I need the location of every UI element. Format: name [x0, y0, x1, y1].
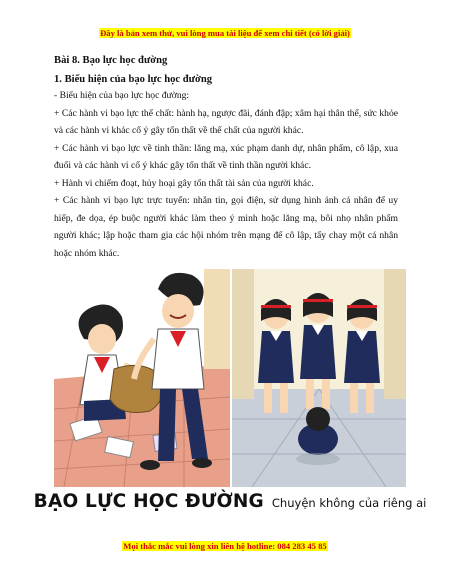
bullying-boys-panel — [54, 269, 230, 487]
lesson-title: Bài 8. Bạo lực học đường — [54, 55, 168, 66]
section-heading: 1. Biểu hiện của bạo lực học đường — [54, 74, 213, 85]
isolating-girls-panel — [232, 269, 406, 487]
paragraph-online-violence: + Các hành vi bạo lực trực tuyến: nhắn tin, gọi điện, sử dụng hình ảnh cá nhân để uy hiếp, đe dọa, ép buộc người khác làm theo ý mình hoặc lăng mạ, bôi nhọ nhân phẩm người khác; lập hoặc tham gia các hội nhóm trên mạng để cô lập, tẩy chay một cá nhân hoặc nhóm khác. — [54, 195, 398, 259]
caption-sub: Chuyện không của riêng ai — [271, 496, 427, 510]
paragraph-mental-violence: + Các hành vi bạo lực về tinh thần: lăng mạ, xúc phạm danh dự, nhân phẩm, cô lập, xua đuổi và các hành vi cố ý khác gây tổn thất về tinh thần người khác. — [54, 142, 398, 171]
document-body — [54, 54, 398, 262]
school-violence-illustration — [33, 269, 427, 524]
hotline-footer — [0, 536, 450, 554]
illustration-caption — [33, 491, 427, 521]
paragraph-physical-violence: + Các hành vi bạo lực thể chất: hành hạ, ngược đãi, đánh đập; xâm hại thân thể, sức khỏe và các hành vi khác cố ý gây tổn thất về thể chất của người khác. — [54, 107, 398, 136]
paragraph-intro: - Biểu hiện của bạo lực học đường: — [54, 90, 190, 101]
preview-notice-banner — [0, 23, 450, 41]
hotline-text: Mọi thắc mắc vui lòng xin liên hệ hotline: 084 283 45 85 — [123, 541, 327, 551]
caption-main: BẠO LỰC HỌC ĐƯỜNG — [33, 491, 264, 512]
paragraph-property-violence: + Hành vi chiếm đoạt, hủy hoại gây tổn thất tài sản của người khác. — [54, 177, 314, 189]
preview-notice-text: Đây là bản xem thử, vui lòng mua tài liệu để xem chi tiết (có lời giải) — [100, 28, 350, 38]
